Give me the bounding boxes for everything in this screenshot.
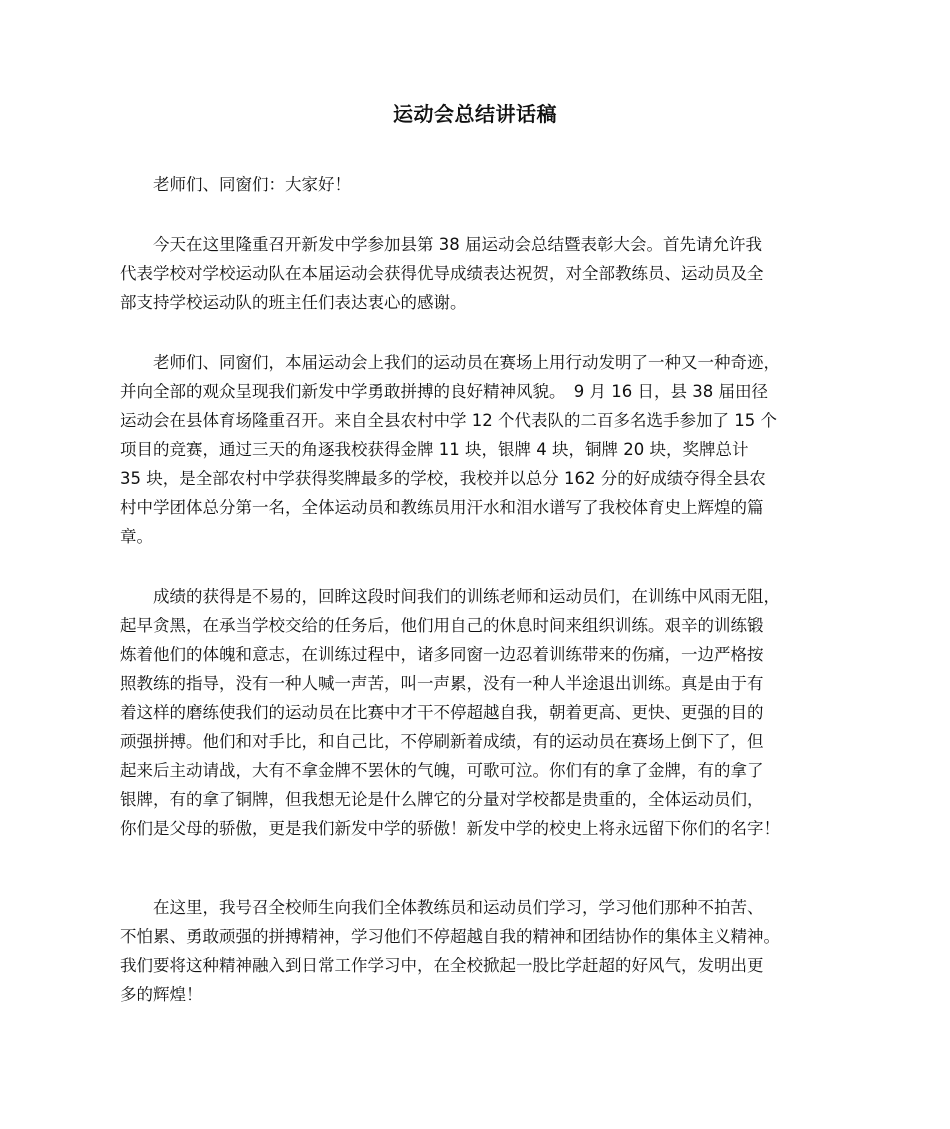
body-paragraph-2 (120, 348, 836, 551)
paragraph-line: 顽强拼搏。他们和对手比，和自己比，不停刷新着成绩，有的运动员在赛场上倒下了，但 (120, 732, 764, 751)
body-paragraph-4 (120, 893, 836, 1009)
paragraph-line: 你们是父母的骄傲，更是我们新发中学的骄傲！新发中学的校史上将永远留下你们的名字！ (120, 819, 780, 838)
paragraph-line: 章。 (120, 527, 153, 546)
paragraph-line: 今天在这里隆重召开新发中学参加县第 38 届运动会总结暨表彰大会。首先请允许我 (120, 235, 762, 254)
paragraph-line: 并向全部的观众呈现我们新发中学勇敢拼搏的良好精神风貌。 9 月 16 日，县 38 届田径 (120, 382, 768, 401)
paragraph-line: 不怕累、勇敢顽强的拼搏精神，学习他们不停超越自我的精神和团结协作的集体主义精神。 (120, 927, 780, 946)
body-paragraph-1 (120, 230, 836, 317)
paragraph-line: 起早贪黑，在承当学校交给的任务后，他们用自己的休息时间来组织训练。艰辛的训练锻 (120, 616, 764, 635)
paragraph-line: 银牌，有的拿了铜牌，但我想无论是什么牌它的分量对学校都是贵重的，全体运动员们， (120, 790, 764, 809)
paragraph-line: 老师们、同窗们，本届运动会上我们的运动员在赛场上用行动发明了一种又一种奇迹， (120, 353, 780, 372)
paragraph-line: 起来后主动请战，大有不拿金牌不罢休的气魄，可歌可泣。你们有的拿了金牌，有的拿了 (120, 761, 764, 780)
paragraph-line: 在这里，我号召全校师生向我们全体教练员和运动员们学习，学习他们那种不拍苦、 (120, 898, 764, 917)
paragraph-line: 运动会在县体育场隆重召开。来自全县农村中学 12 个代表队的二百多名选手参加了 15 个 (120, 411, 777, 430)
paragraph-line: 我们要将这种精神融入到日常工作学习中，在全校掀起一股比学赶超的好风气，发明出更 (120, 956, 764, 975)
paragraph-line: 部支持学校运动队的班主任们表达衷心的感谢。 (120, 293, 467, 312)
paragraph-line: 35 块，是全部农村中学获得奖牌最多的学校，我校并以总分 162 分的好成绩夺得全县农 (120, 469, 766, 488)
paragraph-line: 多的辉煌！ (120, 985, 203, 1004)
paragraph-line: 代表学校对学校运动队在本届运动会获得优导成绩表达祝贺，对全部教练员、运动员及全 (120, 264, 764, 283)
paragraph-line: 着这样的磨练使我们的运动员在比赛中才干不停超越自我，朝着更高、更快、更强的目的 (120, 703, 764, 722)
greeting-line: 老师们、同窗们：大家好！ (120, 175, 351, 194)
paragraph-line: 村中学团体总分第一名，全体运动员和教练员用汗水和泪水谱写了我校体育史上辉煌的篇 (120, 498, 764, 517)
paragraph-line: 炼着他们的体魄和意志，在训练过程中，诸多同窗一边忍着训练带来的伤痛，一边严格按 (120, 645, 764, 664)
document-title: 运动会总结讲话稿 (393, 102, 557, 126)
body-paragraph-3 (120, 582, 836, 843)
paragraph-line: 项目的竞赛，通过三天的角逐我校获得金牌 11 块，银牌 4 块，铜牌 20 块，奖牌总计 (120, 440, 749, 459)
paragraph-line: 照教练的指导，没有一种人喊一声苦，叫一声累，没有一种人半途退出训练。真是由于有 (120, 674, 764, 693)
paragraph-line: 成绩的获得是不易的，回眸这段时间我们的训练老师和运动员们，在训练中风雨无阻， (120, 587, 780, 606)
greeting-paragraph (120, 170, 836, 199)
